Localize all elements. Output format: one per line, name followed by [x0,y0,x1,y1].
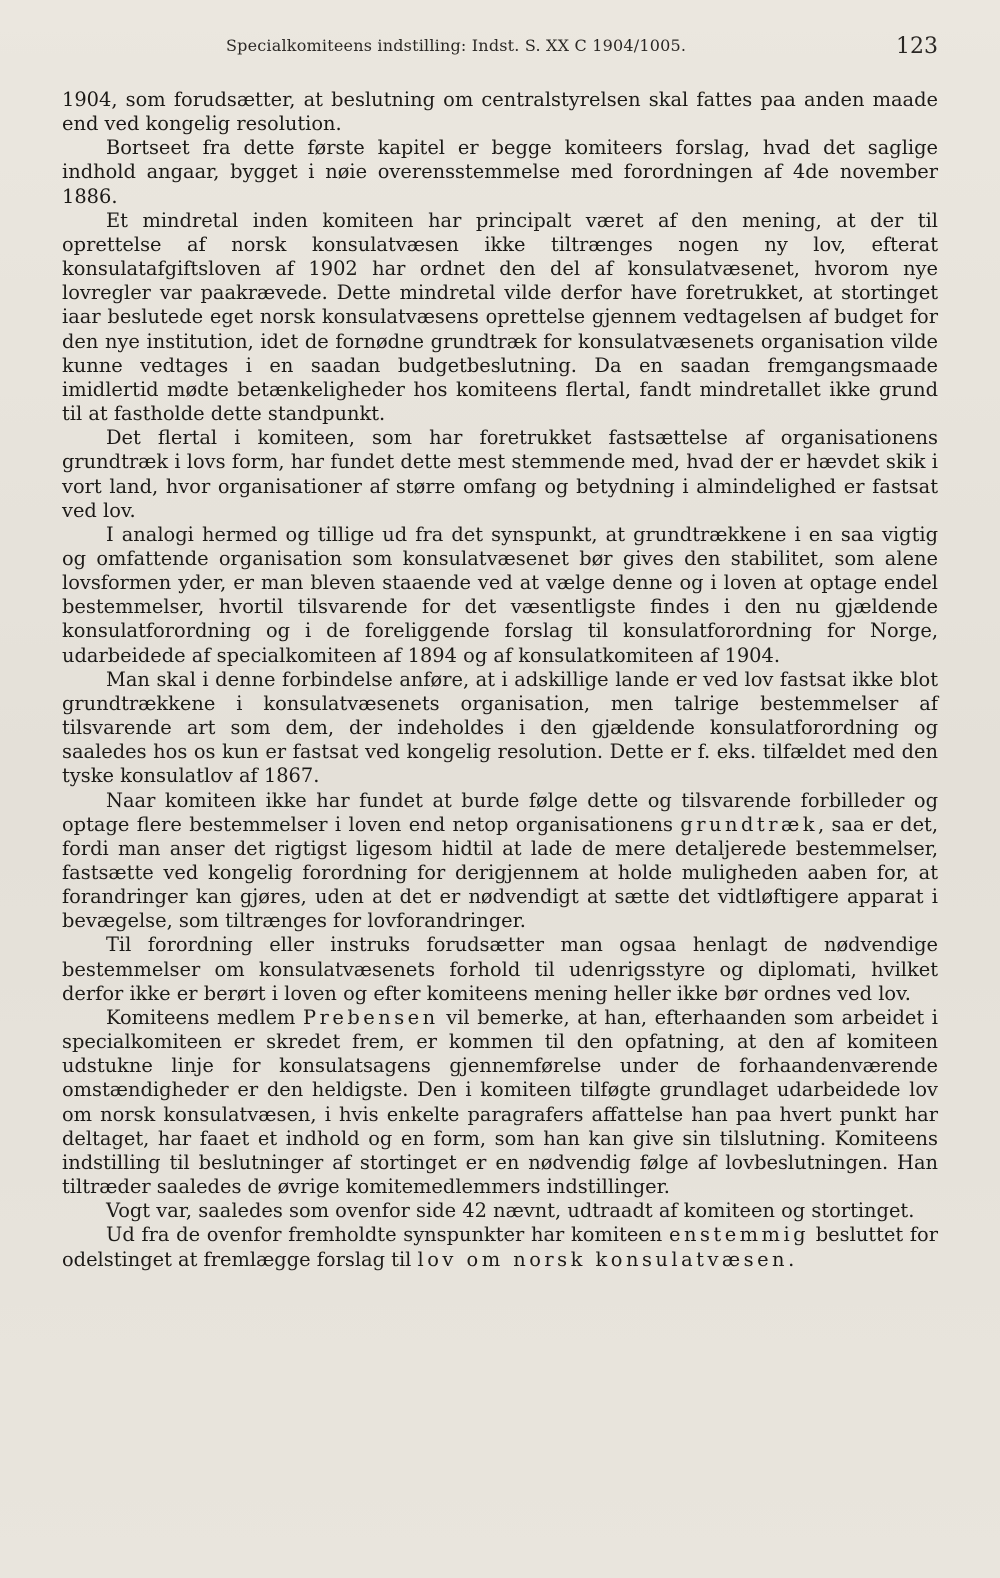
paragraph [62,1006,938,1199]
paragraph [62,1199,938,1223]
paragraph-text: besluttet for odelstinget at fremlægge forslag til [62,1223,938,1271]
paragraph [62,88,938,136]
page-number: 123 [896,34,938,59]
paragraph-text: , saa er det, fordi man anser det rigtigst ligesom hidtil at lade de mere detaljerede bestemmelser, fastsætte ved kongelig forordning for derigjennem at holde muligheden aaben for, at forandringer kan gjøres, uden at det er nødvendigt at sætte det vidtløftigere apparat i bevægelse, som tiltrænges for lovforandringer. [62,812,938,933]
paragraph [62,933,938,1005]
running-header: Specialkomiteens indstilling: Indst. S. XX C 1904/1005. [226,36,687,55]
spaced-emphasis-text: grundtræk [680,812,818,836]
paragraph-text: . [788,1247,795,1271]
paragraph [62,209,938,426]
spaced-emphasis-text: lov om norsk konsulatvæsen [417,1247,789,1271]
paragraph-text: 1904, som forudsætter, at beslutning om centralstyrelsen skal fattes paa anden maade end ved kongelig resolution. [62,88,938,136]
paragraph-text: Man skal i denne forbindelse anføre, at i adskillige lande er ved lov fastsat ikke blot grundtrækkene i konsulatvæsenets organisation, men talrige bestemmelser af tilsvarende art som dem, der indeholdes i den gjældende konsulatforordning og saaledes hos os kun er fastsat ved kongelig resolution. Dette er f. eks. tilfældet med den tyske konsulatlov af 1867. [62,667,938,788]
paragraph-text: vil bemerke, at han, efterhaanden som arbeidet i specialkomiteen er skredet frem, er kommen til den opfatning, at den af komiteen udstukne linje for konsulatsagens gjennemførelse under de forhaandenværende omstændigheder er den heldigste. Den i komiteen tilføgte grundlaget udarbeidede lov om norsk konsulatvæsen, i hvis enkelte paragrafers affattelse han paa hvert punkt har deltaget, har faaet et indhold og en form, som han kan give sin tilslutning. Komiteens indstilling til beslutninger af stortinget er en nødvendig følge af lovbeslutningen. Han tiltræder saaledes de øvrige komitemedlemmers indstillinger. [62,1005,939,1199]
paragraph-text: Et mindretal inden komiteen har principalt været af den mening, at der til oprettelse af norsk konsulatvæsen ikke tiltrænges nogen ny lov, efterat konsulatafgiftsloven af 1902 har ordnet den del af konsulatvæsenet, hvorom nye lovregler var paakrævede. Dette mindretal vilde derfor have foretrukket, at stortinget iaar beslutede eget norsk konsulatvæsens oprettelse gjennem vedtagelsen af budget for den nye institution, idet de fornødne grundtræk for konsulatvæsenets organisation vilde kunne vedtages i en saadan budgetbeslutning. Da en saadan fremgangsmaade imidlertid mødte betænkeligheder hos komiteens flertal, fandt mindretallet ikke grund til at fastholde dette standpunkt. [62,208,938,426]
paragraph-text: Komiteens medlem [106,1005,304,1029]
body-text [62,88,938,1272]
paragraph [62,136,938,208]
paragraph [62,668,938,789]
paragraph-text: Naar komiteen ikke har fundet at burde følge dette og tilsvarende forbilleder og optage flere bestemmelser i loven end netop organisationens [62,788,938,836]
paragraph-text: Ud fra de ovenfor fremholdte synspunkter har komiteen [106,1223,669,1247]
paragraph [62,1223,938,1271]
paragraph-text: I analogi hermed og tillige ud fra det synspunkt, at grundtrækkene i en saa vigtig og omfattende organisation som konsulatvæsenet bør gives den stabilitet, som alene lovsformen yder, er man bleven staaende ved at vælge denne og i loven at optage endel bestemmelser, hvortil tilsvarende for det væsentligste findes i den nu gjældende konsulatforordning og i de foreliggende forslag til konsulatforordning for Norge, udarbeidede af specialkomiteen af 1894 og af konsulatkomiteen af 1904. [62,522,938,667]
paragraph-text: Til forordning eller instruks forudsætter man ogsaa henlagt de nødvendige bestemmelser om konsulatvæsenets forhold til udenrigsstyre og diplomati, hvilket derfor ikke er berørt i loven og efter komiteens mening heller ikke bør ordnes ved lov. [62,933,938,1005]
paragraph-text: Bortseet fra dette første kapitel er begge komiteers forslag, hvad det saglige indhold angaar, bygget i nøie overensstemmelse med forordningen af 4de november 1886. [62,136,938,208]
paragraph [62,426,938,523]
paragraph [62,789,938,934]
spaced-emphasis-text: Prebensen [303,1005,439,1029]
paragraph [62,523,938,668]
paragraph-text: Vogt var, saaledes som ovenfor side 42 nævnt, udtraadt af komiteen og stortinget. [106,1199,915,1223]
paragraph-text: Det flertal i komiteen, som har foretrukket fastsættelse af organisationens grundtræk i lovs form, har fundet dette mest stemmende med, hvad der er hævdet skik i vort land, hvor organisationer af større omfang og betydning i almindelighed er fastsat ved lov. [62,426,938,522]
spaced-emphasis-text: enstemmig [668,1223,810,1247]
